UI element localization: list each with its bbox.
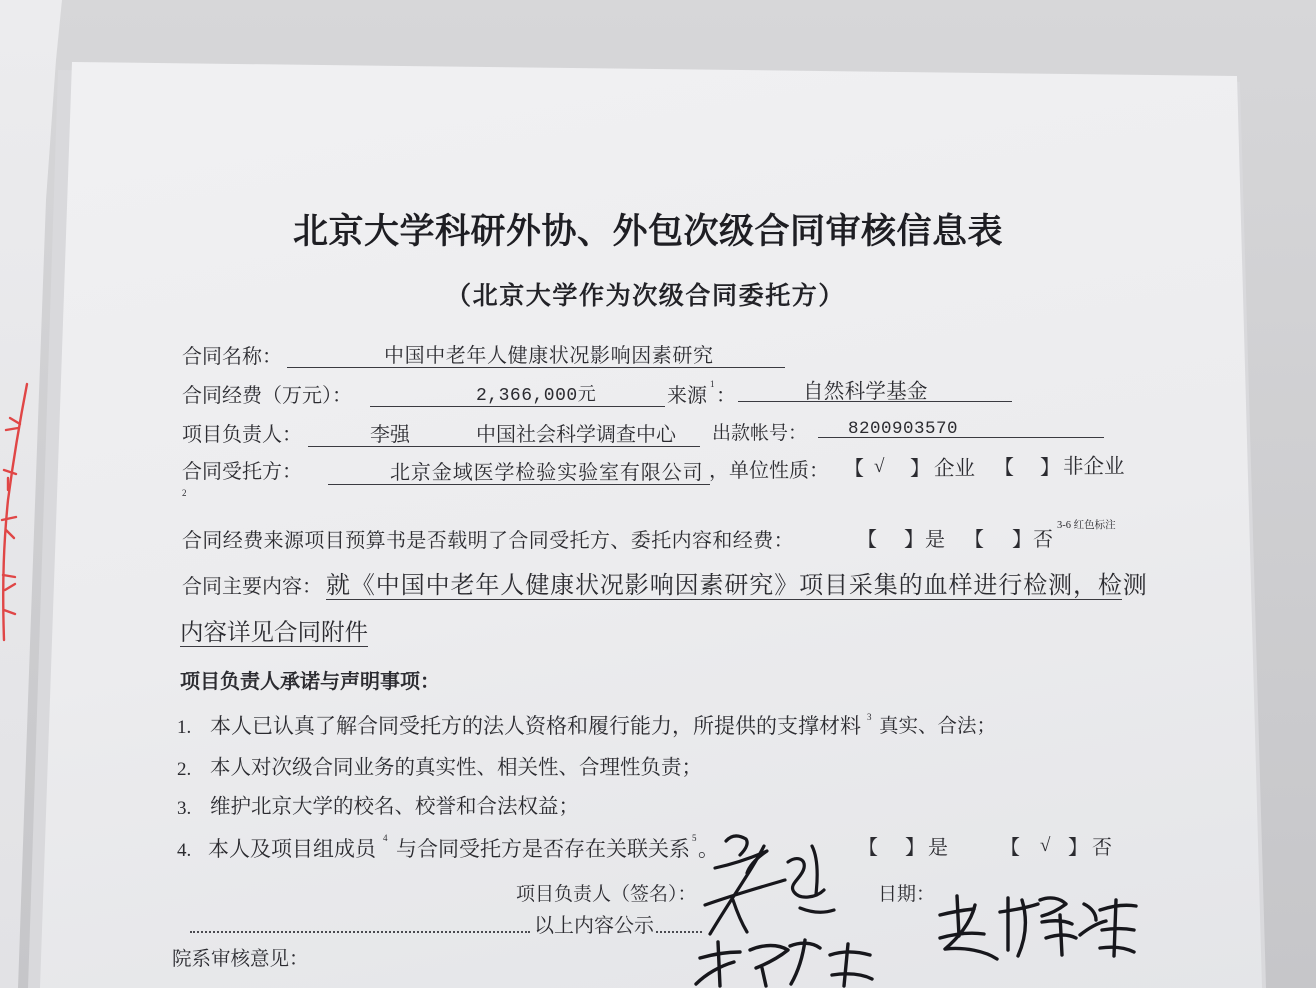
budget-question: 合同经费来源项目预算书是否载明了合同受托方、委托内容和经费： [182,530,794,552]
signature-stroke [705,880,785,905]
signature-stroke [1000,904,1038,912]
bracket-open: 【 [964,529,984,551]
signature-stroke [726,836,747,855]
bracket-open: 【 [844,458,864,480]
main-content-line: 内容详见合同附件 [180,620,368,646]
bracket-open: 【 [1000,837,1020,859]
declarations-heading: 项目负责人承诺与声明事项： [180,671,440,693]
option-yes: 是 [928,837,948,859]
signature-stroke [1040,898,1066,916]
signature-stroke [1102,929,1134,931]
option-no: 否 [1033,529,1053,551]
funding-source-value: 自然科学基金 [803,381,928,403]
signature-stroke [750,946,788,969]
payment-account-label: 出款帐号： [712,423,808,444]
signature-stroke [1100,905,1136,910]
bracket-close: 】 [1012,529,1032,551]
signature-stroke [812,846,817,894]
declaration-text: 与合同受托方是否存在关联关系 [396,837,690,861]
declaration-number: 3. [177,798,192,819]
signature-date [940,896,1136,959]
department-review-label: 院系审核意见： [172,949,309,970]
option-no: 否 [1092,837,1112,859]
contractee-label: 合同受托方： [182,461,302,483]
contract-funds-value: 2,366,000元 [476,386,597,406]
form-title: 北京大学科研外协、外包次级合同审核信息表 [293,212,1004,252]
option-yes: 是 [925,529,945,551]
footnote-1: 1 [710,379,715,389]
signature-stroke [830,952,870,955]
contract-name-label: 合同名称： [182,346,282,368]
contract-funds-label: 合同经费（万元）： [182,385,352,407]
footnote-4: 4 [383,833,388,843]
declaration-text-tail: 真实、合法； [879,716,997,737]
signature-stroke [762,968,766,986]
date-label: 日期： [878,884,936,905]
bracket-close: 】 [1040,457,1060,479]
signature-stroke [1060,915,1062,955]
signature-stroke [1042,921,1072,924]
declaration-number: 1. [177,717,192,738]
main-content-line: 就《中国中老年人健康状况影响因素研究》项目采集的血样进行检测，检测 [326,573,1148,599]
pi-unit: 中国社会科学调查中心 [476,424,676,446]
pi-name: 李强 [370,424,410,446]
main-content-label: 合同主要内容： [182,576,322,598]
bracket-close: 】 [904,529,924,551]
declaration-number: 4. [177,840,192,861]
signature-stroke [696,962,734,984]
bracket-open: 【 [858,837,878,859]
payment-account-value: 8200903570 [848,419,959,439]
signature-label: 项目负责人（签名）： [516,884,697,905]
footnote-5: 5 [692,833,697,843]
signature-stroke [733,900,747,932]
signature-stroke [718,942,720,986]
signature-stroke [832,974,872,979]
declaration-text-tail: 。 [698,837,719,861]
signature-stroke [844,944,848,986]
contractee-value: 北京金域医学检验实验室有限公司 [390,462,704,484]
bracket-open: 【 [994,457,1014,479]
signature-stroke [1080,921,1106,935]
declaration-text: 维护北京大学的校名、校誉和合法权益； [210,796,579,818]
funding-source-label: 来源 [667,385,707,407]
bracket-close: 】 [1068,837,1088,859]
signature-stroke [1084,904,1096,920]
footnote-3: 3 [867,712,872,722]
signature-reviewer [696,940,872,986]
bracket-open: 【 [857,529,877,551]
contract-name-value: 中国中老年人健康状况影响因素研究 [384,345,714,367]
signature-stroke [1100,947,1134,952]
bracket-close: 】 [910,458,930,480]
footnote-2: 2 [182,488,187,498]
check-mark: √ [874,456,885,477]
signature-stroke [800,908,834,912]
option-enterprise: 企业 [934,458,975,480]
footnote-3-6-red: 3-6 红色标注 [1057,520,1116,531]
form-subtitle: （北京大学作为次级合同委托方） [446,281,846,310]
pi-label: 项目负责人： [182,424,302,446]
declaration-text: 本人对次级合同业务的真实性、相关性、合理性负责； [210,757,702,779]
funding-source-colon: ： [716,385,736,407]
unit-nature-label: ，单位性质： [709,460,829,482]
bracket-close: 】 [905,837,925,859]
declaration-text: 本人已认真了解合同受托方的法人资格和履行能力，所提供的支撑材料 [210,714,861,738]
option-non-enterprise: 非企业 [1063,456,1125,478]
signature-pi [705,836,834,934]
declaration-text: 本人及项目组成员 [208,837,376,861]
signature-stroke [957,896,959,936]
check-mark: √ [1040,835,1051,856]
declaration-number: 2. [177,759,192,780]
public-notice: 以上内容公示 [534,915,654,937]
